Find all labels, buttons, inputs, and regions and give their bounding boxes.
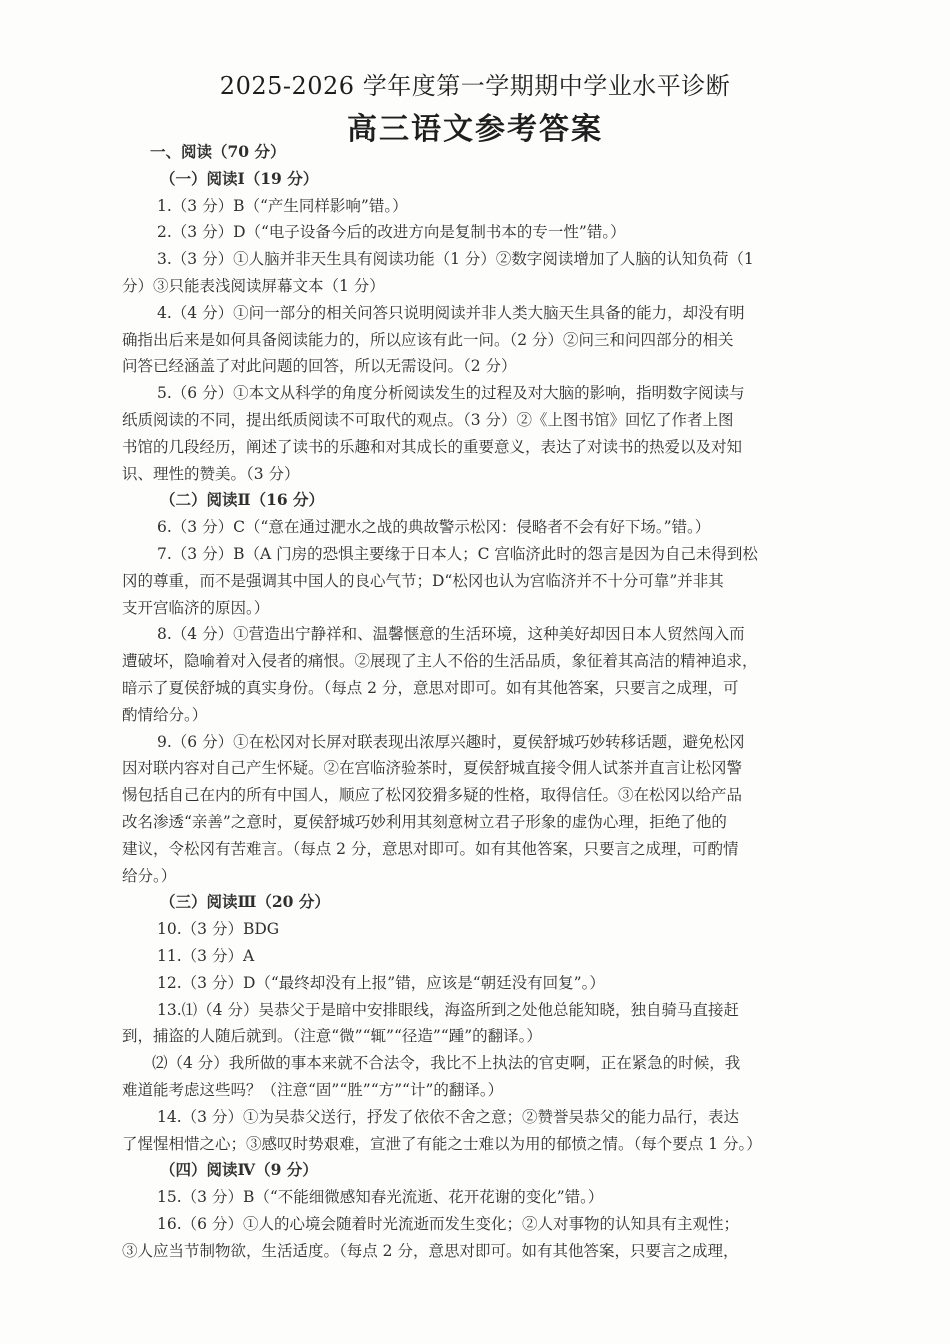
answer-line-cont: 遭破坏，隐喻着对入侵者的痛恨。②展现了主人不俗的生活品质，象征着其高洁的精神追求，	[122, 652, 758, 671]
answer-line-item: 16.（6 分）①人的心境会随着时光流逝而发生变化；②人对事物的认知具有主观性；	[157, 1215, 739, 1233]
answer-line-cont: 给分。）	[122, 866, 177, 885]
answer-line-sub: （三）阅读Ⅲ（20 分）	[160, 892, 330, 912]
answer-line-cont: 问答已经涵盖了对此问题的回答，所以无需设问。（2 分）	[122, 357, 517, 376]
answer-line-item: 1.（3 分）B（“产生同样影响”错。）	[157, 196, 408, 215]
answer-line-cont: 改名渗透“亲善”之意时，夏侯舒城巧妙利用其刻意树立君子形象的虚伪心理，拒绝了他的	[122, 813, 727, 831]
answer-line-sub: （一）阅读Ⅰ（19 分）	[160, 168, 319, 188]
answer-line-cont: 书馆的几段经历，阐述了读书的乐趣和对其成长的重要意义，表达了对读书的热爱以及对知	[122, 437, 743, 456]
answer-line-cont: ③人应当节制物欲，生活适度。（每点 2 分，意思对即可。如有其他答案，只要言之成理，	[122, 1241, 739, 1260]
answer-line-item: 2.（3 分）D（“电子设备今后的改进方向是复制书本的专一性”错。）	[157, 223, 626, 242]
answer-line-cont: 分）③只能表浅阅读屏幕文本（1 分）	[122, 277, 385, 295]
answer-line-cont: 建议，令松冈有苦难言。（每点 2 分，意思对即可。如有其他答案，只要言之成理，可酌情	[122, 839, 739, 858]
answer-line-section: 一、阅读（70 分）	[150, 142, 286, 161]
answer-line-item: 11.（3 分）A	[157, 947, 255, 965]
answer-line-cont: 暗示了夏侯舒城的真实身份。（每点 2 分，意思对即可。如有其他答案，只要言之成理，可	[122, 679, 739, 697]
document-title: 高三语文参考答案	[347, 112, 603, 147]
answer-line-item: 5.（6 分）①本文从科学的角度分析阅读发生的过程及对大脑的影响，指明数字阅读与	[157, 384, 745, 403]
answer-line-item: 7.（3 分）B（A 门房的恐惧主要缘于日本人；C 宫临济此时的怨言是因为自己未得到松	[157, 545, 758, 563]
answer-line-sub13: ⑵（4 分）我所做的事本来就不合法令，我比不上执法的官吏啊，正在紧急的时候，我	[152, 1054, 741, 1073]
answer-line-cont: 惕包括自己在内的所有中国人，顺应了松冈狡猾多疑的性格，取得信任。③在松冈以给产品	[122, 786, 743, 805]
answer-line-item: 14.（3 分）①为吴恭父送行，抒发了依依不舍之意；②赞誉吴恭父的能力品行，表达	[157, 1107, 739, 1126]
answer-line-cont: 到，捕盗的人随后就到。（注意“微”“辄”“径造”“踵”的翻译。）	[122, 1027, 542, 1046]
answer-line-cont: 了惺惺相惜之心；③感叹时势艰难，宣泄了有能之士难以为用的郁愤之情。（每个要点 1 分。）	[122, 1134, 762, 1153]
answer-line-item: 3.（3 分）①人脑并非天生具有阅读功能（1 分）②数字阅读增加了人脑的认知负荷（1	[157, 250, 754, 269]
answer-line-item: 10.（3 分）BDG	[157, 920, 280, 939]
answer-line-cont: 确指出后来是如何具备阅读能力的，所以应该有此一问。（2 分）②问三和问四部分的相关	[122, 330, 734, 349]
answer-line-cont: 难道能考虑这些吗？（注意“固”“胜”“方”“计”的翻译。）	[122, 1081, 504, 1099]
answer-line-sub: （二）阅读Ⅱ（16 分）	[160, 490, 325, 510]
answer-line-cont: 因对联内容对自己产生怀疑。②在宫临济验茶时，夏侯舒城直接令佣人试茶并直言让松冈警	[122, 759, 743, 778]
answer-line-cont: 纸质阅读的不同，提出纸质阅读不可取代的观点。（3 分）②《上图书馆》回忆了作者上图	[122, 411, 734, 429]
answer-line-item: 12.（3 分）D（“最终却没有上报”错，应该是“朝廷没有回复”。）	[157, 973, 605, 992]
answer-line-cont: 冈的尊重，而不是强调其中国人的良心气节；D“松冈也认为宫临济并不十分可靠”并非其	[122, 571, 724, 590]
answer-line-item: 13.⑴（4 分）吴恭父于是暗中安排眼线，海盗所到之处他总能知晓，独自骑马直接赶	[157, 1000, 739, 1019]
answer-line-item: 15.（3 分）B（“不能细微感知春光流逝、花开花谢的变化”错。）	[157, 1188, 604, 1207]
answer-line-cont: 酌情给分。）	[122, 705, 208, 724]
answer-line-item: 4.（4 分）①问一部分的相关问答只说明阅读并非人类大脑天生具备的能力，却没有明	[157, 303, 745, 322]
answer-line-item: 8.（4 分）①营造出宁静祥和、温馨惬意的生活环境，这种美好却因日本人贸然闯入而	[157, 625, 745, 644]
answer-line-item: 9.（6 分）①在松冈对长屏对联表现出浓厚兴趣时，夏侯舒城巧妙转移话题，避免松冈	[157, 732, 745, 751]
answer-line-item: 6.（3 分）C（“意在通过淝水之战的典故警示松冈：侵略者不会有好下场。”错。）	[157, 518, 711, 537]
answer-line-cont: 支开宫临济的原因。）	[122, 598, 270, 617]
answer-line-sub: （四）阅读Ⅳ（9 分）	[160, 1160, 318, 1180]
exam-title: 2025-2026 学年度第一学期期中学业水平诊断	[219, 72, 731, 100]
answer-line-cont: 识、理性的赞美。（3 分）	[122, 464, 300, 483]
